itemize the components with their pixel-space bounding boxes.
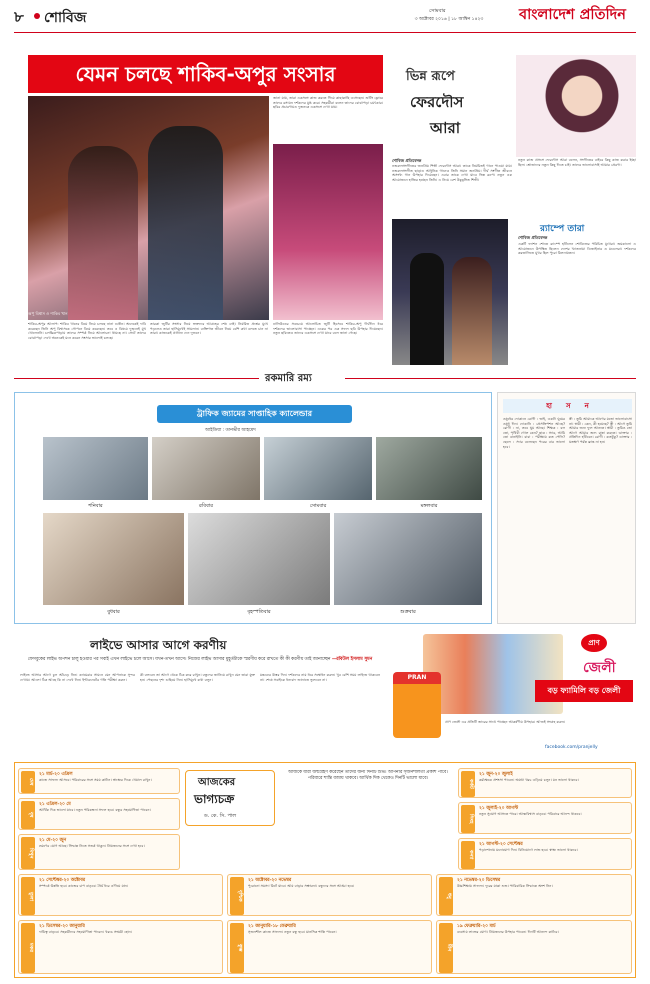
traffic-credit: আইডিয়া : তানভীর আহমেদ bbox=[205, 428, 256, 433]
zodiac-forecast: আর্থিক দিক ভালো যাবে। নতুন পরিকল্পনা সফল হবে। বন্ধুর সহযোগিতা পাবেন। bbox=[39, 808, 151, 812]
ad-offer: প্রাণ জেলী এর প্রতিটি জারের সাথে পাচ্ছেন আকর্ষণীয় উপহার। আজই সংগ্রহ করুন। bbox=[445, 720, 566, 724]
lead-sidebar-photo bbox=[273, 144, 383, 320]
section2-title: রকমারি রম্য bbox=[265, 373, 312, 384]
zodiac-date-range: ১৯ ফেব্রুয়ারি-২০ মার্চ bbox=[457, 924, 496, 929]
live-col-3: মন্তব্যের উত্তর দিন। দর্শকদের নাম ধরে সম্বোধন করুন। খুব বেশি সময় লাইভে থাকবেন না। শেষে সবাইকে ধন্যবাদ জানাতে ভুলবেন না। bbox=[260, 673, 380, 682]
profile-title-1: ভিন্ন রূপে bbox=[406, 69, 455, 84]
joke-heading-letter: স bbox=[565, 402, 571, 410]
zodiac-date-range: ২১ মার্চ-২০ এপ্রিল bbox=[39, 772, 73, 777]
masthead-rule bbox=[14, 32, 636, 33]
zodiac-cell bbox=[18, 920, 223, 974]
ramp-byline: শোবিজ প্রতিবেদক bbox=[518, 235, 548, 240]
day-label-wed: বুধবার bbox=[107, 609, 120, 615]
zodiac-sign-icon: কুম্ভ bbox=[230, 923, 244, 973]
zodiac-forecast: কাজে সাফল্য আসবে। পরিবারের সঙ্গে সময় কাটান। স্বাস্থ্যের দিকে খেয়াল রাখুন। bbox=[39, 778, 152, 782]
couple-figure-right bbox=[148, 126, 223, 320]
zodiac-forecast: কর্মক্ষেত্রে প্রশংসা পাবেন। অযথা খরচ এড়িয়ে চলুন। মন ভালো থাকবে। bbox=[479, 778, 579, 782]
traffic-title-bar bbox=[157, 405, 352, 423]
zodiac-forecast: সৃজনশীল কাজে সাফল্য। নতুন বন্ধু হবে। মানসিক শান্তি পাবেন। bbox=[248, 930, 337, 934]
profile-photo bbox=[516, 55, 636, 157]
live-intro-text: ফেসবুকের লাইভ অপশন চালু হওয়ার পর সবাই এখন লাইভে চলে আসে। যখন-তখন আসে। নিজের লাইভ আসার মুহূর্তটাকে স্মরণীয় করে রাখতে কী কী করণীয় তাই জানাচ্ছেন bbox=[27, 657, 331, 662]
zodiac-forecast: পুরোনো সমস্যা মিটে যাবে। আয় বাড়ার সম্ভাবনা। বন্ধুদের সঙ্গে আড্ডা হবে। bbox=[248, 884, 355, 888]
jar-label: PRAN bbox=[407, 674, 427, 681]
traffic-calendar bbox=[14, 392, 492, 624]
zodiac-cell bbox=[436, 874, 632, 916]
ramp-photo bbox=[392, 219, 508, 365]
ad-web: facebook.com/pranjelly bbox=[545, 745, 598, 750]
zodiac-cell bbox=[18, 798, 180, 830]
ramp-title: র‍্যাম্পে তারা bbox=[540, 224, 585, 234]
zodiac-sign-icon: কর্কট bbox=[461, 771, 475, 797]
live-col-1: লাইভে আসার আগে চুল আঁচড়ে নিন। ক্যামেরার সামনে যেন আপনাকে সুন্দর দেখায়। আলো ঠিক আছে কি না দেখে নিন। ইন্টারনেটের গতি পরীক্ষা করুন। bbox=[20, 673, 135, 682]
zodiac-forecast: ব্যবসায় লাভের যোগ। প্রিয়জনের উপহার পাবেন। দিনটি আনন্দে কাটবে। bbox=[457, 930, 559, 934]
zodiac-forecast: নতুন সুযোগ আসতে পারে। আত্মবিশ্বাস বাড়বে। পরিবারে আনন্দ থাকবে। bbox=[479, 812, 582, 816]
zodiac-cell bbox=[458, 768, 632, 798]
zodiac-sign-icon: মকর bbox=[21, 923, 35, 973]
zodiac-sign-icon: মিথুন bbox=[21, 837, 35, 869]
ad-product: জেলী bbox=[583, 660, 616, 676]
couple-figure-left bbox=[68, 146, 138, 320]
zodiac-cell bbox=[458, 838, 632, 870]
day-label-tue: মঙ্গলবার bbox=[420, 503, 438, 509]
day-photo-thu bbox=[188, 513, 330, 605]
horoscope-title: আজকের bbox=[198, 777, 236, 788]
ramp-figure-man bbox=[410, 253, 444, 365]
profile-byline: শোবিজ প্রতিবেদক bbox=[392, 158, 422, 163]
profile-body: নজরুলসংগীতের জনপ্রিয় শিল্পী ফেরদৌস আরা। তাকে নিয়মিতই গানে পাওয়া যায়। নজরুলসংগীত ছাড়াও আধুনিক গানেও তিনি সমান জনপ্রিয়। দীর্ঘ সংগীত জীবনে অসংখ্য গান উপহার দিয়েছেন। এবার তাকে দেখা যাবে ভিন্ন রূপে। নতুন এক আয়োজনে হাজির হচ্ছেন তিনি। এ নিয়ে বেশ উচ্ছ্বসিত শিল্পী। bbox=[392, 164, 512, 182]
day-label-sun: রবিবার bbox=[199, 503, 213, 509]
day-photo-wed bbox=[43, 513, 184, 605]
jokes-left: ওষুধের দোকানে রোগী : ভাই, একটা ঘুমের ওষুধ দিন। দোকানি : প্রেসক্রিপশন আছে? রোগী : না, তবে ঘুম আছে। শিক্ষক : বল তো, পৃথিবী গোল কেন? ছাত্র : স্যার, আমি তো বানাইনি। বাবা : পরীক্ষায় কত পেলি? ছেলে : স্যার বলেছেন পরের বার ভালো হবে। bbox=[503, 417, 565, 449]
zodiac-date-range: ২১ মে-২০ জুন bbox=[39, 838, 67, 843]
horoscope-title-box bbox=[185, 770, 275, 826]
traffic-title: ট্রাফিক জ্যামের সাপ্তাহিক ক্যালেন্ডার bbox=[196, 409, 313, 418]
ad-tagline: বড় ফ্যামিলি বড় জেলী bbox=[547, 686, 621, 695]
zodiac-cell bbox=[227, 874, 432, 916]
lead-caption: অপু বিশ্বাস ও শাকিব খান bbox=[28, 311, 68, 316]
day-photo-sun bbox=[152, 437, 260, 500]
live-title: লাইভে আসার আগে করণীয় bbox=[90, 638, 227, 652]
day-label-fri: শুক্রবার bbox=[400, 609, 416, 615]
live-intro bbox=[20, 657, 380, 663]
horoscope-author: ড. কে. সি. পাল bbox=[204, 813, 237, 819]
ad-brand-logo: প্রাণ bbox=[581, 634, 607, 652]
day-label-thu: বৃহস্পতিবার bbox=[247, 609, 271, 615]
profile-title-3: আরা bbox=[430, 119, 461, 137]
zodiac-date-range: ২১ এপ্রিল-২০ মে bbox=[39, 802, 71, 807]
family-photo bbox=[423, 634, 563, 714]
zodiac-forecast: ভ্রমণের যোগ আছে। সিদ্ধান্ত নিতে সতর্ক থাকুন। প্রিয়জনের সঙ্গে দেখা হবে। bbox=[39, 844, 145, 848]
zodiac-date-range: ২১ ডিসেম্বর-২০ জানুয়ারি bbox=[39, 924, 85, 929]
day-photo-tue bbox=[376, 437, 482, 500]
jokes-box bbox=[497, 392, 636, 624]
zodiac-sign-icon: সিংহ bbox=[461, 805, 475, 833]
lead-col-3: তারকা জুটির সংসার নিয়ে ভক্তদের আগ্রহের শেষ নেই। নিয়মিত প্রশ্নের মুখে পড়লেও তারা হাসিমুখেই সামলান। ব্যক্তিগত জীবন নিয়ে বেশি কথা বলতে চান না তারা। কাজকেই প্রাধান্য দেন দুজনে। bbox=[150, 322, 268, 336]
jokes-heading bbox=[503, 399, 632, 413]
zodiac-sign-icon: ধনু bbox=[439, 877, 453, 915]
jelly-ad bbox=[385, 628, 636, 758]
day-photo-fri bbox=[334, 513, 482, 605]
zodiac-sign-icon: বৃশ্চিক bbox=[230, 877, 244, 915]
ramp-body: একটি ফ্যাশন শোতে র‍্যাম্পে হাঁটলেন শোবিজের পরিচিত মুখেরা। জমকালো এ আয়োজনে উপস্থিত ছিলেন দেশের খ্যাতনামা ডিজাইনার ও মডেলরা। দর্শকদের করতালিতে মুখর ছিল পুরো মিলনায়তন। bbox=[518, 242, 636, 256]
lead-col-2: জানা যায়, তারা একসঙ্গে কাজ করতে গিয়ে কাছাকাছি এসেছেন। শুটিং ফ্লোরে তাদের রসায়ন দর্শকদের মুগ্ধ করে। সহকর্মীরা বলেন তাদের বোঝাপড়া চমৎকার। ছবির প্রচারণায়ও দুজনকে একসঙ্গে দেখা যায়। bbox=[273, 96, 383, 110]
lead-headline-bar bbox=[28, 55, 383, 93]
day-photo-sat bbox=[43, 437, 148, 500]
zodiac-sign-icon: মীন bbox=[439, 923, 453, 973]
zodiac-cell bbox=[227, 920, 432, 974]
zodiac-cell bbox=[18, 834, 180, 870]
zodiac-sign-icon: মেষ bbox=[21, 771, 35, 793]
zodiac-forecast: উচ্চশিক্ষায় সাফল্য। দূরের যাত্রা শুভ। পারিবারিক সিদ্ধান্তে অংশ নিন। bbox=[457, 884, 553, 888]
joke-heading-letter: ন bbox=[584, 402, 589, 410]
zodiac-date-range: ২১ সেপ্টেম্বর-২০ অক্টোবর bbox=[39, 878, 86, 883]
lead-col-4: ঢালিউডের সবচেয়ে আলোচিত জুটি হিসেবে শাকিব-অপু দীর্ঘদিন ধরে দর্শকদের ভালোবাসা পাচ্ছেন। একের পর এক সফল ছবি উপহার দিয়েছেন। নতুন ছবিতেও তাদের একসঙ্গে দেখা যাবে বলে জানা গেছে। bbox=[273, 322, 383, 336]
zodiac-sign-icon: বৃষ bbox=[21, 801, 35, 829]
bullet-dot bbox=[34, 13, 40, 19]
zodiac-cell bbox=[458, 802, 632, 834]
zodiac-forecast: পড়াশোনায় মনোযোগ দিন। বিনিয়োগে লাভ হবে। স্বাস্থ্য ভালো থাকবে। bbox=[479, 848, 578, 852]
zodiac-date-range: ২১ নভেম্বর-২০ ডিসেম্বর bbox=[457, 878, 501, 883]
section2-rule-right bbox=[345, 378, 636, 379]
zodiac-cell bbox=[18, 874, 223, 916]
zodiac-sign-icon: কন্যা bbox=[461, 841, 475, 869]
zodiac-date-range: ২১ জুলাই-২০ আগস্ট bbox=[479, 806, 519, 811]
ad-tagline-bar bbox=[535, 680, 633, 702]
zodiac-sign-icon: তুলা bbox=[21, 877, 35, 915]
issue-day: সোমবার bbox=[429, 8, 446, 14]
live-col-2: কী বলবেন তা আগে থেকে ঠিক করে রাখুন। বন্ধুদের জানিয়ে রাখুন যেন তারা যুক্ত হন। পেছনের দৃশ্য গুছিয়ে নিন। হাসিমুখে কথা বলুন। bbox=[140, 673, 255, 682]
lead-col-1: শাকিব-অপুর আলাপ: শাকিব খানের বিয়ে নিয়ে চলছে নানা গুঞ্জন। অনেকেই দাবি করেছেন তিনি অপু বিশ্বাসকে গোপনে বিয়ে করেছেন। তবে এ বিষয়ে দুজনেই মুখ খোলেননি। চলচ্চিত্রপাড়ায় তাদের সম্পর্ক নিয়ে আলোচনা থামছে না। সেটে তাদের বোঝাপড়া দেখে অনেকেই মনে করেন সংসার ভালোই চলছে। bbox=[28, 322, 146, 340]
day-label-sat: শনিবার bbox=[88, 503, 103, 509]
profile-box bbox=[388, 55, 636, 157]
day-photo-mon bbox=[264, 437, 372, 500]
page-number: ৮ bbox=[14, 8, 24, 26]
zodiac-cell bbox=[18, 768, 180, 794]
zodiac-forecast: সম্পর্কে উন্নতি হবে। কাজের চাপ বাড়বে। ধৈর্য ধরে এগিয়ে যান। bbox=[39, 884, 129, 888]
zodiac-date-range: ২১ অক্টোবর-২০ নভেম্বর bbox=[248, 878, 292, 883]
profile-title-2: ফেরদৌস bbox=[410, 93, 464, 111]
zodiac-forecast: দায়িত্ব বাড়বে। সহকর্মীদের সহযোগিতা পাবেন। খরচে সংযমী হোন। bbox=[39, 930, 132, 934]
zodiac-date-range: ২১ জানুয়ারি-১৮ ফেব্রুয়ারি bbox=[248, 924, 296, 929]
horoscope-intro: আজকে যারা জন্মগ্রহণ করেছেন তাদের জন্য দিনটি শুভ। আপনার সৃজনশীলতা প্রকাশ পাবে। পরিবারে শান্তি বজায় থাকবে। আর্থিক দিক থেকেও দিনটি ভালো যাবে। bbox=[288, 770, 448, 781]
lead-headline: যেমন চলছে শাকিব-অপুর সংসার bbox=[75, 62, 336, 86]
newspaper-logo: বাংলাদেশ প্রতিদিন bbox=[519, 7, 626, 23]
jokes-right: স্ত্রী : তুমি আমাকে আগের মতো ভালোবাসো না। স্বামী : কেন, কী হয়েছে? স্ত্রী : আগে তুমি আমার জন্য ফুল আনতে। স্বামী : তুমিও তো আগে আমার জন্য রান্না করতে। ডাক্তার : প্রতিদিন হাঁটবেন। রোগী : কতটুকু? ডাক্তার : যতক্ষণ পর্যন্ত ক্লান্ত না হন। bbox=[569, 417, 632, 444]
issue-date: ৩ অক্টোবর ২০১৬ | ১৮ আশ্বিন ১৪২৩ bbox=[414, 17, 484, 22]
section-name: শোবিজ bbox=[44, 10, 87, 26]
lead-photo bbox=[28, 96, 269, 320]
joke-heading-letter: হা bbox=[546, 402, 552, 410]
live-author: —রবিউল ইসলাম সুমন bbox=[331, 657, 373, 662]
profile-body-2: নতুন কাজ প্রসঙ্গে ফেরদৌস আরা বলেন, সংগীতের বাইরে কিছু কাজ করার ইচ্ছা ছিল। শ্রোতাদের নতুন কিছু দিতে চাই। তাদের ভালোবাসাই আমার প্রেরণা। bbox=[518, 158, 636, 167]
zodiac-date-range: ২১ আগস্ট-২০ সেপ্টেম্বর bbox=[479, 842, 523, 847]
day-label-mon: সোমবার bbox=[309, 503, 327, 509]
section2-rule-left bbox=[14, 378, 259, 379]
masthead bbox=[14, 4, 636, 34]
ramp-figure-woman bbox=[452, 257, 492, 365]
zodiac-date-range: ২১ জুন-২০ জুলাই bbox=[479, 772, 513, 777]
horoscope-title-2: ভাগ্যচক্র bbox=[194, 792, 235, 806]
zodiac-cell bbox=[436, 920, 632, 974]
jelly-jar bbox=[393, 672, 441, 738]
